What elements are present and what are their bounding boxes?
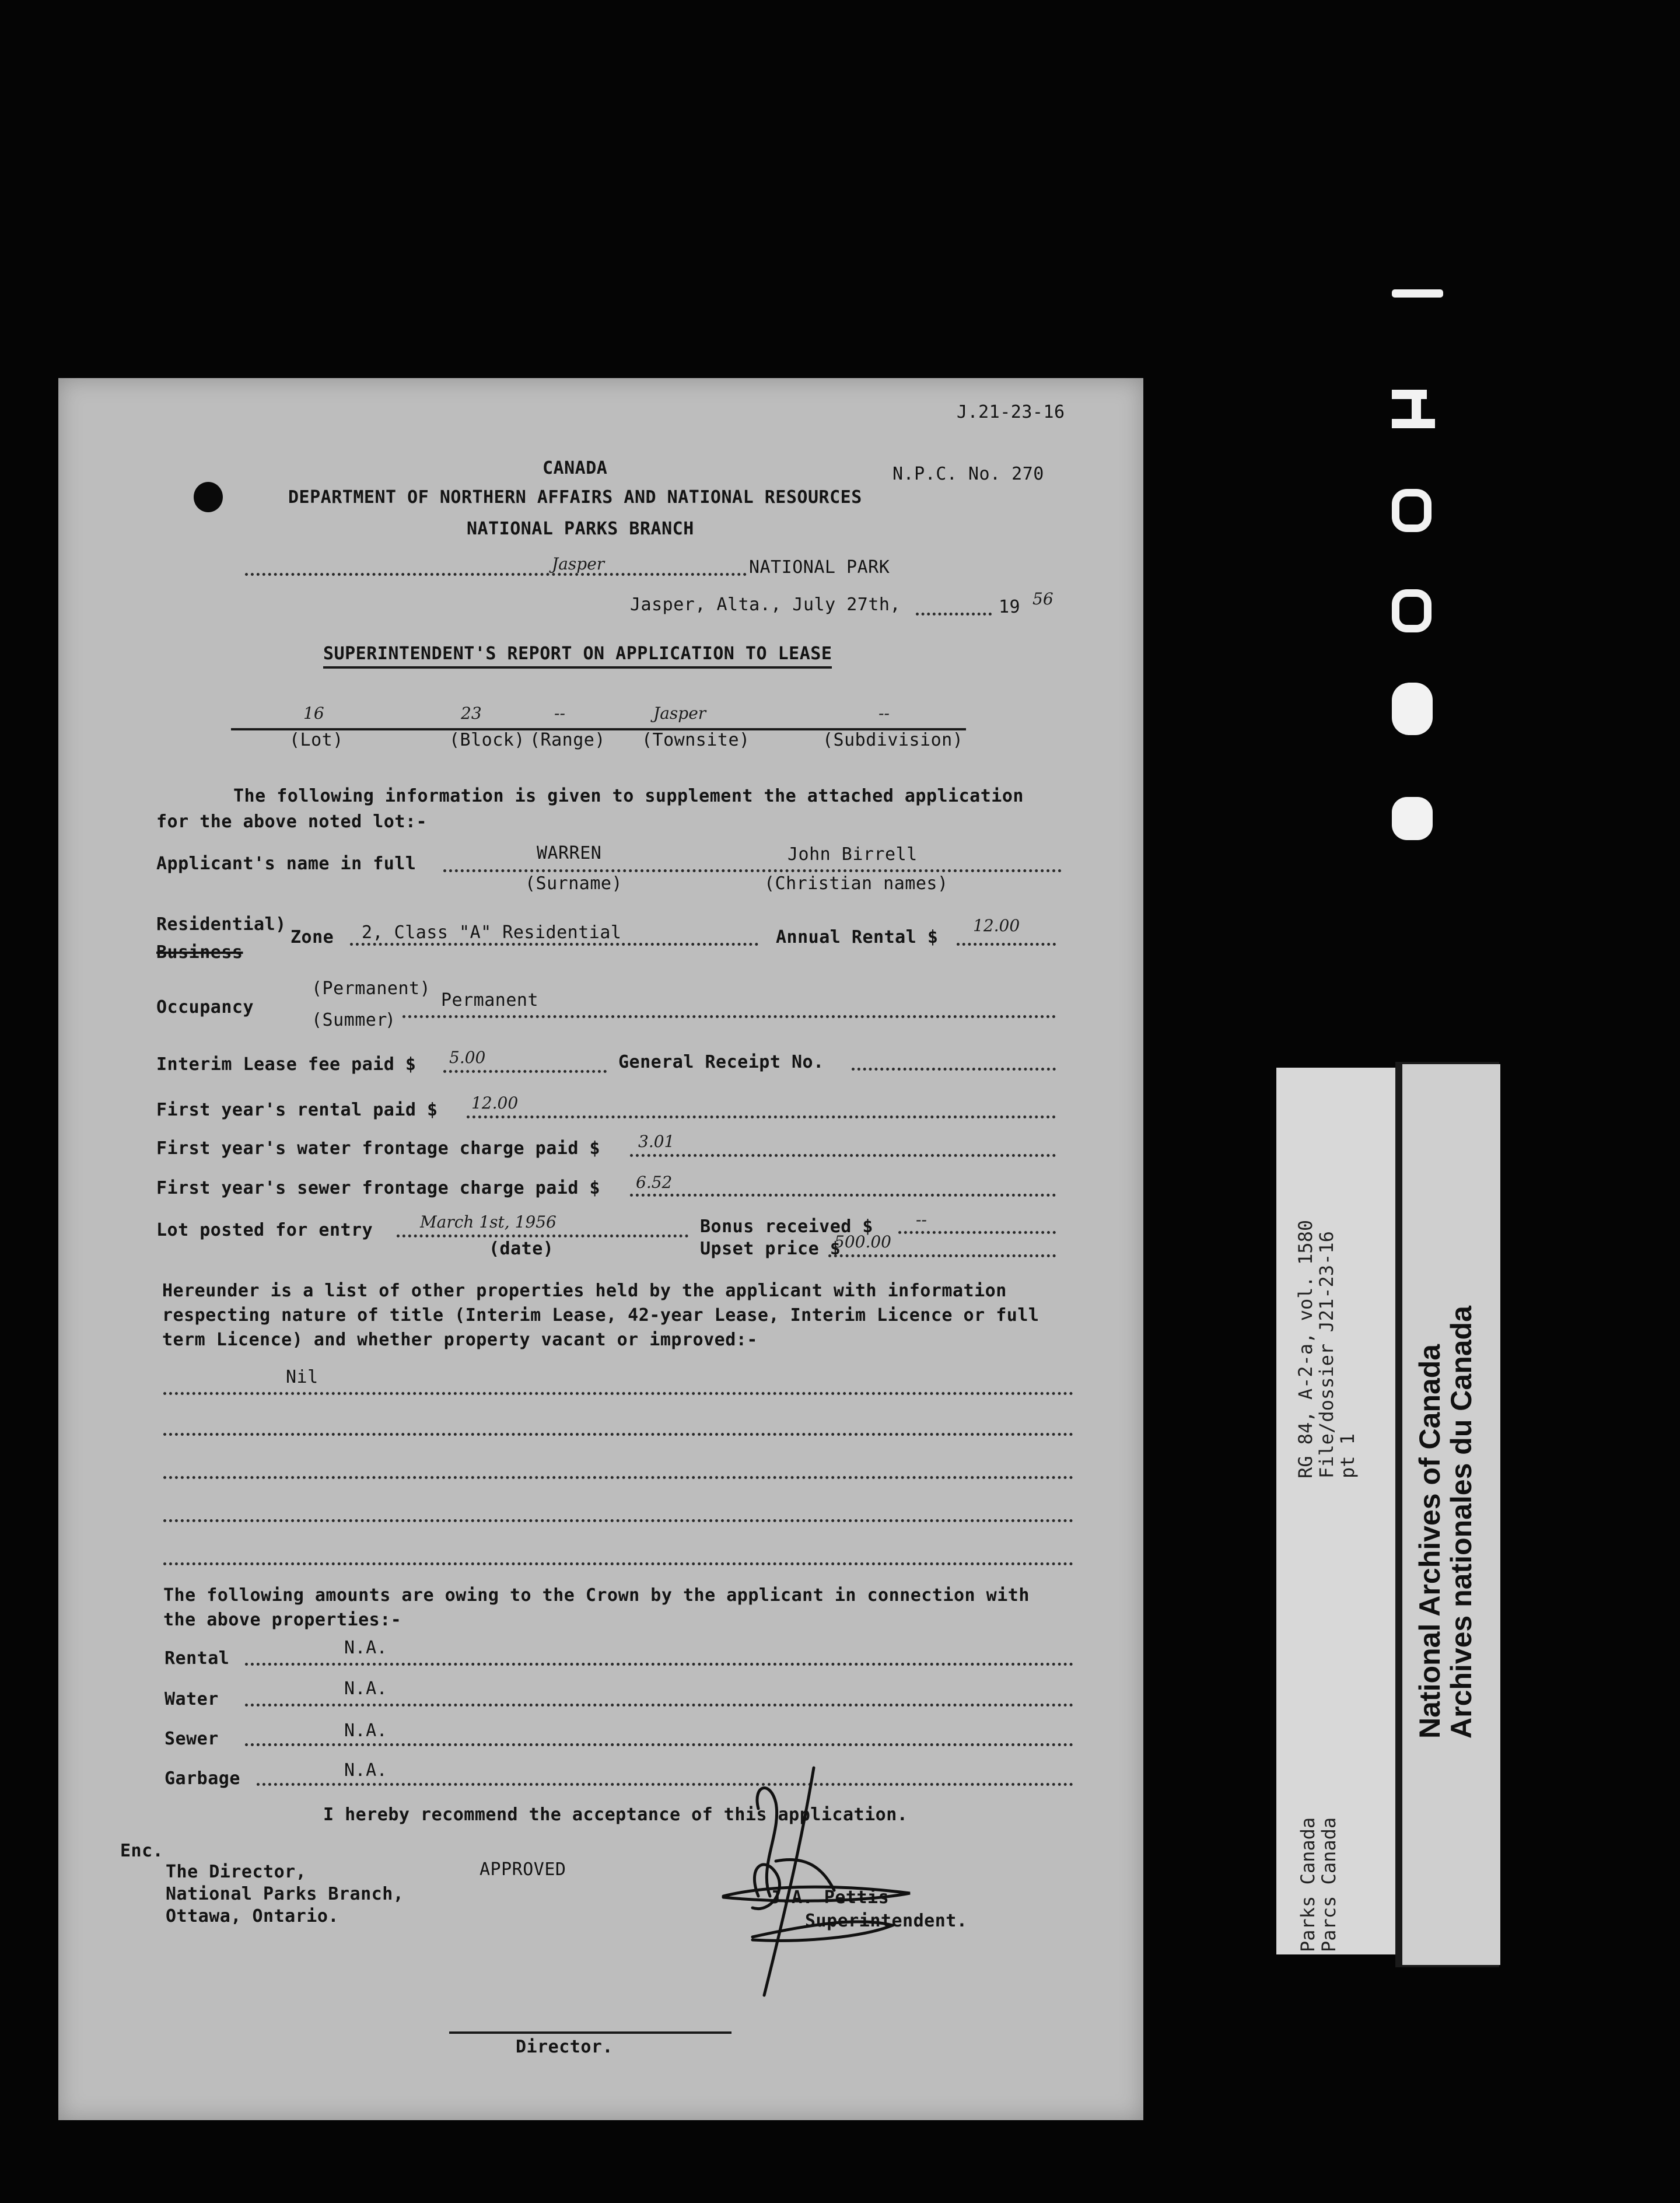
upset-label: Upset price $ xyxy=(700,1239,841,1259)
annual-rental-label: Annual Rental $ xyxy=(776,927,939,947)
annual-rental-value: 12.00 xyxy=(973,916,1020,935)
owing-line-1: The following amounts are owing to the Crown by the applicant in connection with xyxy=(163,1585,1030,1606)
lot-label: (Lot) xyxy=(289,730,344,750)
townsite-value: Jasper xyxy=(653,704,706,723)
christian-label: (Christian names) xyxy=(764,873,949,894)
summer-label: (Summer xyxy=(312,1010,387,1030)
rental-owing-label: Rental xyxy=(164,1648,230,1669)
npc-number: N.P.C. No. 270 xyxy=(892,464,1044,484)
water-label: First year's water frontage charge paid $ xyxy=(156,1138,601,1159)
parks-canada-label: Parks Canada Parcs Canada xyxy=(1297,1817,1340,1952)
intro-line-2: for the above noted lot:- xyxy=(156,812,428,832)
zone-label: Zone xyxy=(290,927,334,947)
surname-label: (Surname) xyxy=(525,873,623,894)
interim-fee-label: Interim Lease fee paid $ xyxy=(156,1054,416,1075)
punch-hole-icon xyxy=(194,482,223,512)
first-rental-value: 12.00 xyxy=(471,1093,519,1113)
water-owing-label: Water xyxy=(164,1689,219,1709)
year-suffix: 56 xyxy=(1032,589,1054,609)
subdivision-value: -- xyxy=(878,704,890,723)
rental-owing-value: N.A. xyxy=(344,1638,388,1658)
props-value: Nil xyxy=(286,1367,318,1387)
signer-title: Superintendent. xyxy=(805,1911,968,1931)
subdivision-label: (Subdivision) xyxy=(822,730,964,750)
zone-value: 2, Class "A" Residential xyxy=(362,922,622,943)
residential-label: Residential) xyxy=(156,914,286,935)
sewer-label: First year's sewer frontage charge paid $ xyxy=(156,1178,601,1198)
interim-fee-value: 5.00 xyxy=(449,1048,486,1067)
posted-label: Lot posted for entry xyxy=(156,1220,373,1240)
business-label: Business xyxy=(156,942,243,963)
sewer-owing-value: N.A. xyxy=(344,1721,388,1741)
first-rental-label: First year's rental paid $ xyxy=(156,1100,438,1120)
bonus-label: Bonus received $ xyxy=(700,1216,873,1237)
country-heading: CANADA xyxy=(542,458,608,478)
branch-heading: NATIONAL PARKS BRANCH xyxy=(467,519,694,539)
receipt-label: General Receipt No. xyxy=(618,1052,824,1072)
sewer-value: 6.52 xyxy=(636,1173,673,1192)
enclosure-label: Enc. xyxy=(120,1841,164,1861)
director-label: Director. xyxy=(516,2037,614,2057)
surname-value: WARREN xyxy=(537,843,602,863)
date-place: Jasper, Alta., July 27th, xyxy=(630,595,901,615)
address-line-3: Ottawa, Ontario. xyxy=(166,1906,339,1926)
lease-report-document xyxy=(58,378,1143,2120)
department-heading: DEPARTMENT OF NORTHERN AFFAIRS AND NATIONAL RESOURCES xyxy=(288,487,862,508)
park-suffix: NATIONAL PARK xyxy=(749,557,890,578)
posted-value: March 1st, 1956 xyxy=(420,1212,556,1232)
props-line-2: respecting nature of title (Interim Lease, 42-year Lease, Interim Licence or full xyxy=(162,1305,1040,1326)
garbage-owing-label: Garbage xyxy=(164,1768,240,1789)
occupancy-value: Permanent xyxy=(441,990,539,1010)
year-prefix: 19 xyxy=(999,597,1021,617)
applicant-label: Applicant's name in full xyxy=(156,854,416,874)
lot-value: 16 xyxy=(303,704,324,723)
intro-line-1: The following information is given to supplement the attached application xyxy=(233,786,1024,806)
report-title: SUPERINTENDENT'S REPORT ON APPLICATION TO LEASE xyxy=(323,645,832,669)
permanent-label: (Permanent) xyxy=(312,978,431,999)
props-line-3: term Licence) and whether property vacant or improved:- xyxy=(162,1330,758,1350)
water-value: 3.01 xyxy=(638,1132,675,1151)
owing-line-2: the above properties:- xyxy=(163,1610,402,1630)
props-line-1: Hereunder is a list of other properties held by the applicant with information xyxy=(162,1281,1007,1301)
water-owing-value: N.A. xyxy=(344,1679,388,1699)
block-value: 23 xyxy=(461,704,482,723)
christian-value: John Birrell xyxy=(788,844,918,865)
archive-reference-text: RG 84, A-2-a, vol. 1580 File/dossier J21-23-16 pt 1 xyxy=(1294,1219,1359,1478)
bonus-value: -- xyxy=(916,1210,927,1229)
upset-value: 500.00 xyxy=(834,1232,891,1251)
signature-icon xyxy=(688,1750,933,2007)
file-reference: J.21-23-16 xyxy=(957,402,1065,422)
range-label: (Range) xyxy=(530,730,606,750)
national-archives-label: National Archives of Canada Archives nationales du Canada xyxy=(1413,1306,1478,1739)
sewer-owing-label: Sewer xyxy=(164,1729,219,1749)
date-label: (date) xyxy=(489,1239,554,1259)
signer-name: J.A. Pettis xyxy=(770,1887,890,1908)
range-value: -- xyxy=(554,704,565,723)
townsite-label: (Townsite) xyxy=(642,730,750,750)
address-line-1: The Director, xyxy=(166,1862,307,1882)
occupancy-label: Occupancy xyxy=(156,997,254,1017)
garbage-owing-value: N.A. xyxy=(344,1760,388,1781)
approved-label: APPROVED xyxy=(480,1859,566,1880)
block-label: (Block) xyxy=(449,730,525,750)
address-line-2: National Parks Branch, xyxy=(166,1884,404,1904)
park-name-value: Jasper xyxy=(552,554,605,574)
recommendation: I hereby recommend the acceptance of this application. xyxy=(323,1805,908,1825)
